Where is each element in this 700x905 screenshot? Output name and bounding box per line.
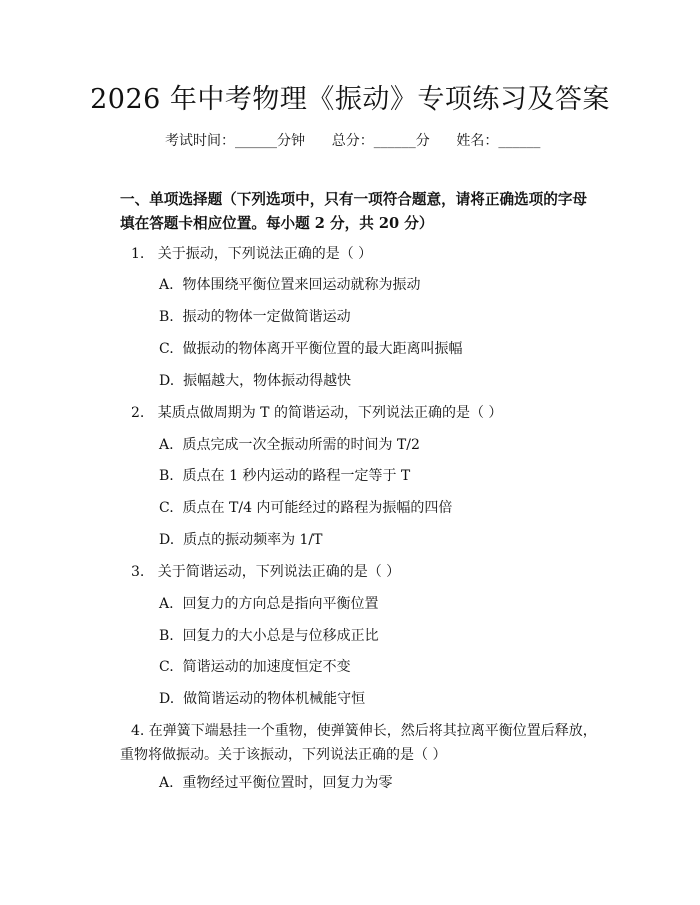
question-1-option-b: B. 振动的物体一定做简谐运动 — [159, 309, 351, 325]
question-1-stem: 1. 关于振动，下列说法正确的是（ ） — [131, 246, 373, 262]
question-1-option-d: D. 振幅越大，物体振动得越快 — [159, 373, 352, 389]
question-2-option-d: D. 质点的振动频率为 1/T — [159, 532, 323, 548]
question-2-option-c: C. 质点在 T/4 内可能经过的路程为振幅的四倍 — [159, 500, 453, 516]
question-2-option-a: A. 质点完成一次全振动所需的时间为 T/2 — [159, 437, 420, 453]
question-3-option-c: C. 简谐运动的加速度恒定不变 — [159, 659, 351, 675]
question-3-option-d: D. 做简谐运动的物体机械能守恒 — [159, 691, 366, 707]
question-1-option-a: A. 物体围绕平衡位置来回运动就称为振动 — [159, 277, 421, 293]
question-1-option-c: C. 做振动的物体离开平衡位置的最大距离叫振幅 — [159, 341, 463, 357]
page-title: 2026 年中考物理《振动》专项练习及答案 — [90, 84, 610, 115]
question-3-stem: 3. 关于简谐运动，下列说法正确的是（ ） — [131, 564, 401, 580]
question-4-option-a: A. 重物经过平衡位置时，回复力为零 — [159, 775, 393, 791]
question-2-stem: 2. 某质点做周期为 T 的简谐运动，下列说法正确的是（ ） — [131, 405, 503, 421]
question-3-option-b: B. 回复力的大小总是与位移成正比 — [159, 628, 379, 644]
question-4-stem: 4. 在弹簧下端悬挂一个重物，使弹簧伸长，然后将其拉离平衡位置后释放，重物将做振动。关于该振动，下列说法正确的是（ ） — [120, 723, 597, 763]
exam-info-line: 考试时间：______分钟 总分：______分 姓名：______ — [165, 133, 541, 149]
section-heading: 一、单项选择题（下列选项中，只有一项符合题意，请将正确选项的字母填在答题卡相应位置。每小题 2 分，共 20 分） — [120, 191, 588, 232]
question-2-option-b: B. 质点在 1 秒内运动的路程一定等于 T — [159, 468, 411, 484]
question-3-option-a: A. 回复力的方向总是指向平衡位置 — [159, 596, 379, 612]
